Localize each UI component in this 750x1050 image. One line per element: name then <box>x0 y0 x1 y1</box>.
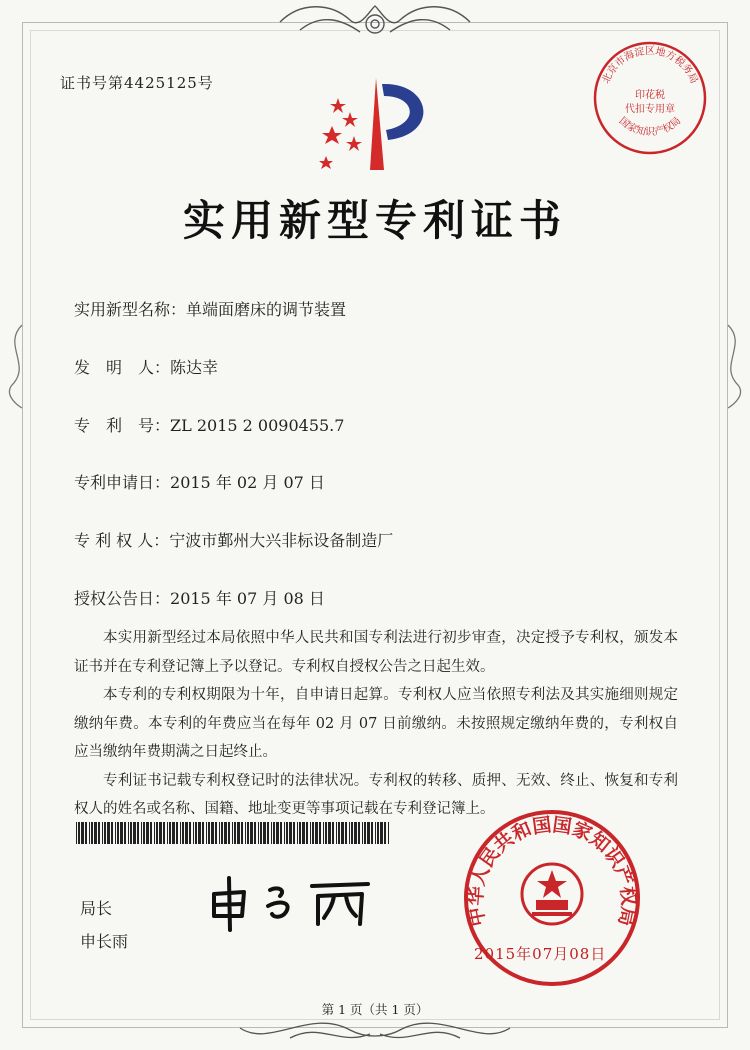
barcode-bar <box>380 822 383 844</box>
director-signature <box>200 872 380 932</box>
barcode-bar <box>336 822 337 844</box>
barcode <box>76 822 392 844</box>
paragraph: 本专利的专利权期限为十年，自申请日起算。专利权人应当依照专利法及其实施细则规定缴纳年费。本专利的年费应当在每年 02 月 07 日前缴纳。未按照规定缴纳年费的，专利权自应当缴纳年费期满之日起终止。 <box>74 687 678 760</box>
barcode-bar <box>234 822 236 844</box>
barcode-bar <box>297 822 298 844</box>
barcode-bar <box>237 822 240 844</box>
barcode-bar <box>263 822 266 844</box>
barcode-bar <box>159 822 162 844</box>
barcode-bar <box>111 822 113 844</box>
barcode-bar <box>211 822 214 844</box>
barcode-bar <box>258 822 259 844</box>
barcode-bar <box>338 822 340 844</box>
barcode-bar <box>312 822 314 844</box>
barcode-bar <box>182 822 184 844</box>
barcode-bar <box>364 822 366 844</box>
barcode-bar <box>377 822 379 844</box>
barcode-bar <box>267 822 269 844</box>
barcode-bar <box>250 822 253 844</box>
barcode-bar <box>195 822 197 844</box>
barcode-bar <box>146 822 149 844</box>
barcode-bar <box>124 822 126 844</box>
tax-seal-bottom-text: 国家知识产权局 <box>616 115 684 139</box>
barcode-bar <box>81 822 84 844</box>
barcode-bar <box>271 822 272 844</box>
barcode-bar <box>351 822 353 844</box>
barcode-bar <box>228 822 230 844</box>
barcode-bar <box>104 822 106 844</box>
barcode-bar <box>221 822 223 844</box>
barcode-bar <box>189 822 191 844</box>
left-ornament <box>2 320 32 410</box>
barcode-bar <box>302 822 305 844</box>
barcode-bar <box>280 822 282 844</box>
certificate-title: 实用新型专利证书 <box>182 196 567 245</box>
barcode-bar <box>185 822 188 844</box>
seal-date: 2015年07月08日 <box>474 945 607 963</box>
barcode-bar <box>286 822 288 844</box>
barcode-bar <box>163 822 165 844</box>
barcode-bar <box>254 822 256 844</box>
director-title: 局长 <box>80 899 113 918</box>
barcode-bar <box>241 822 243 844</box>
field-grant-date <box>74 586 325 609</box>
barcode-bar <box>154 822 155 844</box>
barcode-bar <box>319 822 321 844</box>
barcode-bar <box>375 822 376 844</box>
barcode-bar <box>306 822 308 844</box>
barcode-bar <box>323 822 324 844</box>
barcode-bar <box>98 822 100 844</box>
barcode-bar <box>299 822 301 844</box>
barcode-bar <box>215 822 217 844</box>
official-seal-ring-text: 中华人民共和国国家知识产权局 <box>464 813 640 929</box>
field-utility-model-name <box>74 297 346 320</box>
barcode-bar <box>137 822 139 844</box>
barcode-bar <box>284 822 285 844</box>
field-label: 发 明 人： <box>74 358 171 377</box>
field-value: 2015 年 02 月 07 日 <box>170 473 325 492</box>
barcode-bar <box>345 822 347 844</box>
barcode-bar <box>107 822 110 844</box>
barcode-bar <box>198 822 201 844</box>
barcode-bar <box>315 822 318 844</box>
barcode-bar <box>115 822 116 844</box>
barcode-bar <box>371 822 373 844</box>
barcode-bar <box>133 822 136 844</box>
barcode-bar <box>120 822 123 844</box>
barcode-bar <box>128 822 129 844</box>
tax-seal-line-2: 代扣专用章 <box>625 104 675 115</box>
barcode-bar <box>78 822 80 844</box>
director-block <box>80 892 128 958</box>
field-label: 专利申请日： <box>74 473 171 492</box>
field-value: 单端面磨床的调节装置 <box>186 300 347 319</box>
barcode-bar <box>384 822 386 844</box>
barcode-bar <box>206 822 207 844</box>
barcode-bar <box>202 822 204 844</box>
barcode-bar <box>224 822 227 844</box>
field-inventor <box>74 355 218 378</box>
barcode-bar <box>169 822 171 844</box>
field-application-date <box>74 470 325 493</box>
certificate-number: 证书号第4425125号 <box>60 74 214 92</box>
barcode-bar <box>293 822 295 844</box>
barcode-bar <box>143 822 145 844</box>
barcode-bar <box>367 822 370 844</box>
director-name: 申长雨 <box>80 932 129 951</box>
tax-seal-line-1: 印花税 <box>635 90 665 101</box>
tax-seal-ring-text: 北京市海淀区地方税务局 <box>600 46 700 86</box>
barcode-bar <box>117 822 119 844</box>
field-label: 专 利 权 人： <box>74 531 170 550</box>
barcode-bar <box>362 822 363 844</box>
paragraph: 本实用新型经过本局依照中华人民共和国专利法进行初步审查，决定授予专利权，颁发本证书并在专利登记簿上予以登记。专利权自授权公告之日起生效。 <box>74 630 678 675</box>
barcode-bar <box>91 822 93 844</box>
barcode-bar <box>328 822 331 844</box>
barcode-bar <box>150 822 152 844</box>
field-value: 宁波市鄞州大兴非标设备制造厂 <box>169 531 394 550</box>
barcode-bar <box>310 822 311 844</box>
field-patent-number <box>74 413 344 436</box>
barcode-bar <box>94 822 97 844</box>
tax-seal <box>590 38 710 158</box>
barcode-bar <box>102 822 103 844</box>
svg-text:国家知识产权局 <box>617 115 684 138</box>
barcode-bar <box>89 822 90 844</box>
field-label: 专 利 号： <box>74 416 171 435</box>
top-ornament <box>270 0 480 44</box>
barcode-bar <box>180 822 181 844</box>
barcode-bar <box>232 822 233 844</box>
barcode-bar <box>276 822 279 844</box>
barcode-bar <box>325 822 327 844</box>
barcode-bar <box>260 822 262 844</box>
barcode-bar <box>219 822 220 844</box>
right-ornament <box>718 320 748 410</box>
barcode-bar <box>156 822 158 844</box>
field-value: 2015 年 07 月 08 日 <box>170 589 325 608</box>
barcode-bar <box>332 822 334 844</box>
patent-office-logo <box>312 74 444 174</box>
barcode-bar <box>172 822 175 844</box>
national-emblem-icon <box>522 864 582 924</box>
barcode-bar <box>193 822 194 844</box>
field-patentee <box>74 528 393 551</box>
field-label: 实用新型名称： <box>74 300 187 319</box>
barcode-bar <box>388 822 389 844</box>
barcode-bar <box>349 822 350 844</box>
barcode-bar <box>358 822 360 844</box>
barcode-bar <box>208 822 210 844</box>
barcode-bar <box>341 822 344 844</box>
barcode-bar <box>289 822 292 844</box>
certificate-body <box>74 624 678 824</box>
barcode-bar <box>130 822 132 844</box>
field-value: ZL 2015 2 0090455.7 <box>170 416 345 435</box>
barcode-bar <box>167 822 168 844</box>
barcode-bar <box>245 822 246 844</box>
barcode-bar <box>273 822 275 844</box>
field-value: 陈达幸 <box>170 358 219 377</box>
barcode-bar <box>176 822 178 844</box>
barcode-bar <box>76 822 77 844</box>
barcode-bar <box>354 822 357 844</box>
barcode-bar <box>141 822 142 844</box>
svg-text:北京市海淀区地方税务局 <box>600 44 700 85</box>
barcode-bar <box>247 822 249 844</box>
barcode-bar <box>85 822 87 844</box>
field-label: 授权公告日： <box>74 589 171 608</box>
page-number: 第 1 页（共 1 页） <box>321 1002 429 1017</box>
paragraph: 专利证书记载专利权登记时的法律状况。专利权的转移、质押、无效、终止、恢复和专利权人的姓名或名称、国籍、地址变更等事项记载在专利登记簿上。 <box>74 772 678 817</box>
